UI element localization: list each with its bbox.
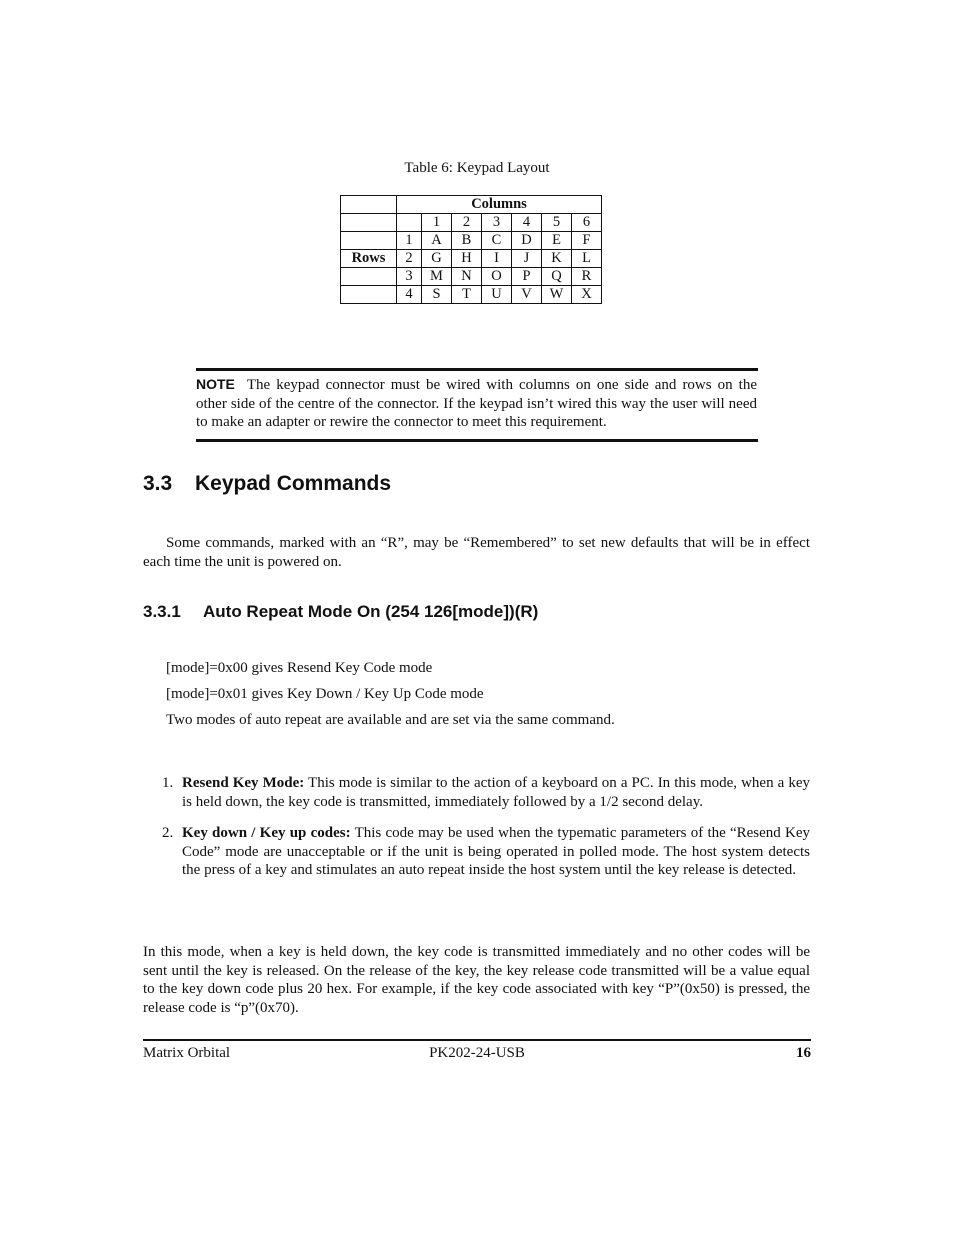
key-cell: C [482,232,512,250]
key-cell: P [512,268,542,286]
table-row [341,232,602,250]
rows-header: Rows [341,250,397,268]
table-row [341,286,602,304]
section-title: Keypad Commands [195,472,392,495]
section-number: 3.3 [143,472,173,495]
row-number: 3 [397,268,422,286]
key-cell: U [482,286,512,304]
rows-label-spacer [341,232,397,250]
columns-header: Columns [397,196,602,214]
note-top-rule [196,368,758,371]
key-cell: X [572,286,602,304]
footer-center: PK202-24-USB [429,1045,525,1061]
footer-left: Matrix Orbital [143,1045,231,1061]
key-cell: S [422,286,452,304]
key-cell: K [542,250,572,268]
key-cell: N [452,268,482,286]
key-cell: H [452,250,482,268]
key-cell: R [572,268,602,286]
key-cell: D [512,232,542,250]
corner-cell [397,214,422,232]
table-row [341,250,602,268]
table-row [341,196,602,214]
key-cell: E [542,232,572,250]
key-cell: T [452,286,482,304]
key-cell: G [422,250,452,268]
key-cell: V [512,286,542,304]
page-number: 16 [796,1045,811,1061]
rows-label-spacer [341,286,397,304]
corner-cell [341,214,397,232]
note-tag: NOTE [196,376,235,392]
mode-line: [mode]=0x01 gives Key Down / Key Up Code mode [166,686,484,702]
column-number: 4 [512,214,542,232]
note-text: The keypad connector must be wired with columns on one side and rows on the other side of the centre of the connector. If the keypad isn’t wired this way the user will need to make an adapter or rewire the connector to meet this requirement. [196,377,757,431]
closing-paragraph: In this mode, when a key is held down, the key code is transmitted immediately and no other codes will be sent until the key is released. On the release of the key, the key release code transmitted will be a value equal to the key down code plus 20 hex. For example, if the key code associated with key “P”(0x50) is pressed, the release code is “p”(0x70). [143,944,810,1017]
column-number: 1 [422,214,452,232]
key-cell: I [482,250,512,268]
mode-line: [mode]=0x00 gives Resend Key Code mode [166,660,433,676]
key-cell: F [572,232,602,250]
list-item [162,774,810,811]
column-number: 3 [482,214,512,232]
row-number: 4 [397,286,422,304]
list-term: Key down / Key up codes: [182,825,351,841]
rows-label-spacer [341,268,397,286]
footer-rule [143,1039,811,1041]
list-item [162,824,810,880]
list-term: Resend Key Mode: [182,775,305,791]
key-cell: W [542,286,572,304]
table-row [341,268,602,286]
note-box [196,375,757,432]
table-caption: Table 6: Keypad Layout [404,160,550,176]
column-number: 6 [572,214,602,232]
key-cell: M [422,268,452,286]
key-cell: J [512,250,542,268]
key-cell: B [452,232,482,250]
subsection-title: Auto Repeat Mode On (254 126[mode])(R) [203,602,539,621]
list-number: 1. [162,775,174,791]
column-number: 5 [542,214,572,232]
list-number: 2. [162,825,174,841]
mode-line: Two modes of auto repeat are available and are set via the same command. [166,712,615,728]
table-row [341,214,602,232]
key-cell: A [422,232,452,250]
key-cell: O [482,268,512,286]
section-heading [143,472,391,496]
key-cell: Q [542,268,572,286]
note-bottom-rule [196,439,758,442]
corner-cell [341,196,397,214]
subsection-number: 3.3.1 [143,602,181,621]
key-cell: L [572,250,602,268]
subsection-heading [143,602,538,622]
list-text: This mode is similar to the action of a keyboard on a PC. In this mode, when a key is held down, the key code is transmitted, immediately followed by a 1/2 second delay. [182,775,810,810]
keypad-layout-table [340,195,602,304]
row-number: 1 [397,232,422,250]
row-number: 2 [397,250,422,268]
list-text: This code may be used when the typematic parameters of the “Resend Key Code” mode are unacceptable or if the unit is being operated in polled mode. The host system detects the press of a key and stimulates an auto repeat inside the host system until the key release is detected. [182,825,811,879]
column-number: 2 [452,214,482,232]
section-intro: Some commands, marked with an “R”, may be “Remembered” to set new defaults that will be in effect each time the unit is powered on. [143,535,810,570]
